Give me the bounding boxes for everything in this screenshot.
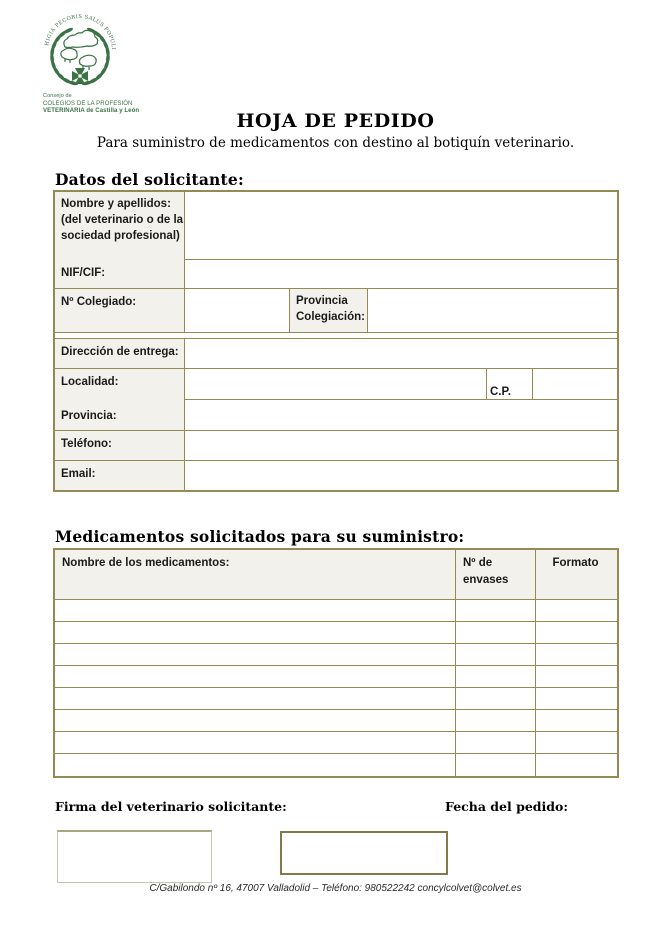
medication-cell[interactable] [55,754,456,776]
medication-cell[interactable] [456,688,536,710]
name-label: Nombre y apellidos: (del veterinario o de la sociedad profesional) [61,198,184,243]
collegiation-province-input-cell[interactable] [368,289,617,333]
signature-label: Firma del veterinario solicitante: [55,799,287,814]
college-logo [38,10,122,94]
packages-column-header: Nº de envases [456,550,536,600]
collegiation-province-label: Provincia Colegiación: [290,289,368,333]
medication-cell[interactable] [536,644,617,666]
name-label-cell [55,192,185,289]
medication-cell[interactable] [536,732,617,754]
logo-caption-line: COLEGIOS DE LA PROFESIÓN [43,100,133,107]
medication-cell[interactable] [456,644,536,666]
logo-caption-line: Consejo de [43,93,72,99]
locality-row [185,369,617,400]
medication-cell[interactable] [456,622,536,644]
postal-code-label: C.P. [486,369,532,399]
medications-section-heading: Medicamentos solicitados para su suministro: [55,527,465,546]
medications-table [53,548,619,778]
locality-label: Localidad: [61,376,119,388]
province-input-cell[interactable] [185,400,617,431]
collegiate-number-label: Nº Colegiado: [55,289,185,333]
veterinary-emblem-icon [38,10,122,94]
locality-input-cell[interactable] [185,369,486,399]
medication-cell[interactable] [55,600,456,622]
medication-cell[interactable] [55,710,456,732]
medication-cell[interactable] [456,666,536,688]
nif-input-cell[interactable] [185,260,617,289]
medication-cell[interactable] [456,710,536,732]
medication-cell[interactable] [55,732,456,754]
applicant-table [53,190,619,492]
delivery-address-input-cell[interactable] [185,339,617,369]
name-input-cell[interactable] [185,192,617,260]
medication-cell[interactable] [536,622,617,644]
page-title: HOJA DE PEDIDO [236,110,435,132]
medication-cell[interactable] [55,644,456,666]
page-subtitle: Para suministro de medicamentos con destino al botiquín veterinario. [96,135,575,151]
format-column-header: Formato [536,550,617,600]
medication-cell[interactable] [456,600,536,622]
signature-box[interactable] [57,830,212,883]
applicant-section-heading: Datos del solicitante: [55,170,244,189]
medication-cell[interactable] [55,688,456,710]
medication-cell[interactable] [456,732,536,754]
medication-cell[interactable] [456,754,536,776]
medication-cell[interactable] [536,754,617,776]
medications-name-column-header: Nombre de los medicamentos: [55,550,456,600]
logo-caption-line: VETERINARIA de Castilla y León [43,108,140,114]
email-label: Email: [55,461,185,490]
medication-cell[interactable] [536,688,617,710]
locality-province-label-cell [55,369,185,431]
medication-cell[interactable] [536,600,617,622]
medication-cell[interactable] [55,666,456,688]
nif-label: NIF/CIF: [61,267,106,279]
medication-cell[interactable] [536,666,617,688]
delivery-address-label: Dirección de entrega: [55,339,185,369]
footer-address: C/Gabilondo nº 16, 47007 Valladolid – Teléfono: 980522242 concylcolvet@colvet.es [149,883,522,894]
phone-label: Teléfono: [55,431,185,461]
medication-cell[interactable] [55,622,456,644]
collegiate-number-input-cell[interactable] [185,289,290,333]
cross-pattee-icon [72,68,88,84]
province-label: Provincia: [61,410,117,422]
medication-cell[interactable] [536,710,617,732]
email-input-cell[interactable] [185,461,617,490]
order-date-label: Fecha del pedido: [445,799,568,814]
postal-code-input-cell[interactable] [532,369,617,399]
livestock-icons [61,30,98,70]
logo-motto-text: HIGIA PECORIS SALUS POPULI [44,13,117,51]
order-date-box[interactable] [280,831,448,875]
phone-input-cell[interactable] [185,431,617,461]
